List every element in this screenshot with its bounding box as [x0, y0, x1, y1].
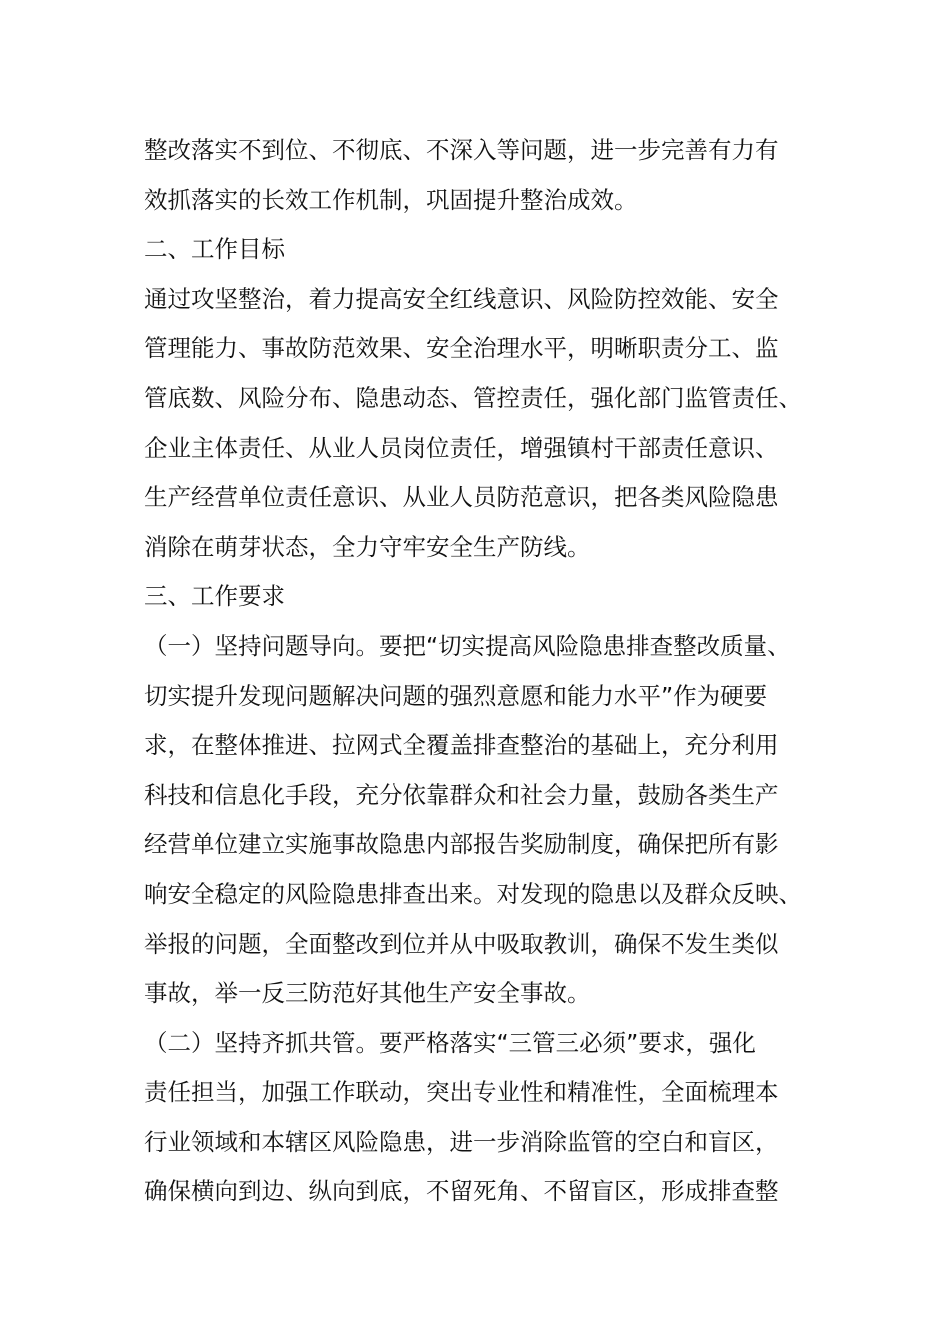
section-heading: 二、工作目标 — [144, 235, 285, 264]
text-line: （二）坚持齐抓共管。要严格落实“三管三必须”要求，强化 — [144, 1028, 756, 1057]
text-line: 通过攻坚整治，着力提高安全红线意识、风险防控效能、安全 — [144, 284, 779, 313]
text-line: 管底数、风险分布、隐患动态、管控责任，强化部门监管责任、 — [144, 383, 802, 412]
section-heading: 三、工作要求 — [144, 582, 285, 611]
text-line: 责任担当，加强工作联动，突出专业性和精准性，全面梳理本 — [144, 1078, 779, 1107]
text-line: 切实提升发现问题解决问题的强烈意愿和能力水平”作为硬要 — [144, 681, 768, 710]
text-line: 行业领域和本辖区风险隐患，进一步消除监管的空白和盲区， — [144, 1127, 779, 1156]
text-line: （一）坚持问题导向。要把“切实提高风险隐患排查整改质量、 — [144, 631, 791, 660]
document-body — [144, 126, 814, 1217]
text-line: 整改落实不到位、不彻底、不深入等问题，进一步完善有力有 — [144, 136, 779, 164]
text-line: 生产经营单位责任意识、从业人员防范意识，把各类风险隐患 — [144, 483, 779, 512]
text-line: 确保横向到边、纵向到底，不留死角、不留盲区，形成排查整 — [144, 1177, 779, 1206]
text-line: 经营单位建立实施事故隐患内部报告奖励制度，确保把所有影 — [144, 830, 779, 859]
text-line: 效抓落实的长效工作机制，巩固提升整治成效。 — [144, 185, 638, 214]
text-line: 事故，举一反三防范好其他生产安全事故。 — [144, 979, 591, 1008]
text-line: 求，在整体推进、拉网式全覆盖排查整治的基础上，充分利用 — [144, 731, 779, 760]
text-line: 企业主体责任、从业人员岗位责任，增强镇村干部责任意识、 — [144, 433, 779, 462]
text-line: 响安全稳定的风险隐患排查出来。对发现的隐患以及群众反映、 — [144, 879, 802, 908]
text-line: 管理能力、事故防范效果、安全治理水平，明晰职责分工、监 — [144, 334, 779, 363]
text-line: 举报的问题，全面整改到位并从中吸取教训，确保不发生类似 — [144, 929, 779, 958]
text-line: 消除在萌芽状态，全力守牢安全生产防线。 — [144, 532, 591, 561]
text-line: 科技和信息化手段，充分依靠群众和社会力量，鼓励各类生产 — [144, 780, 779, 809]
